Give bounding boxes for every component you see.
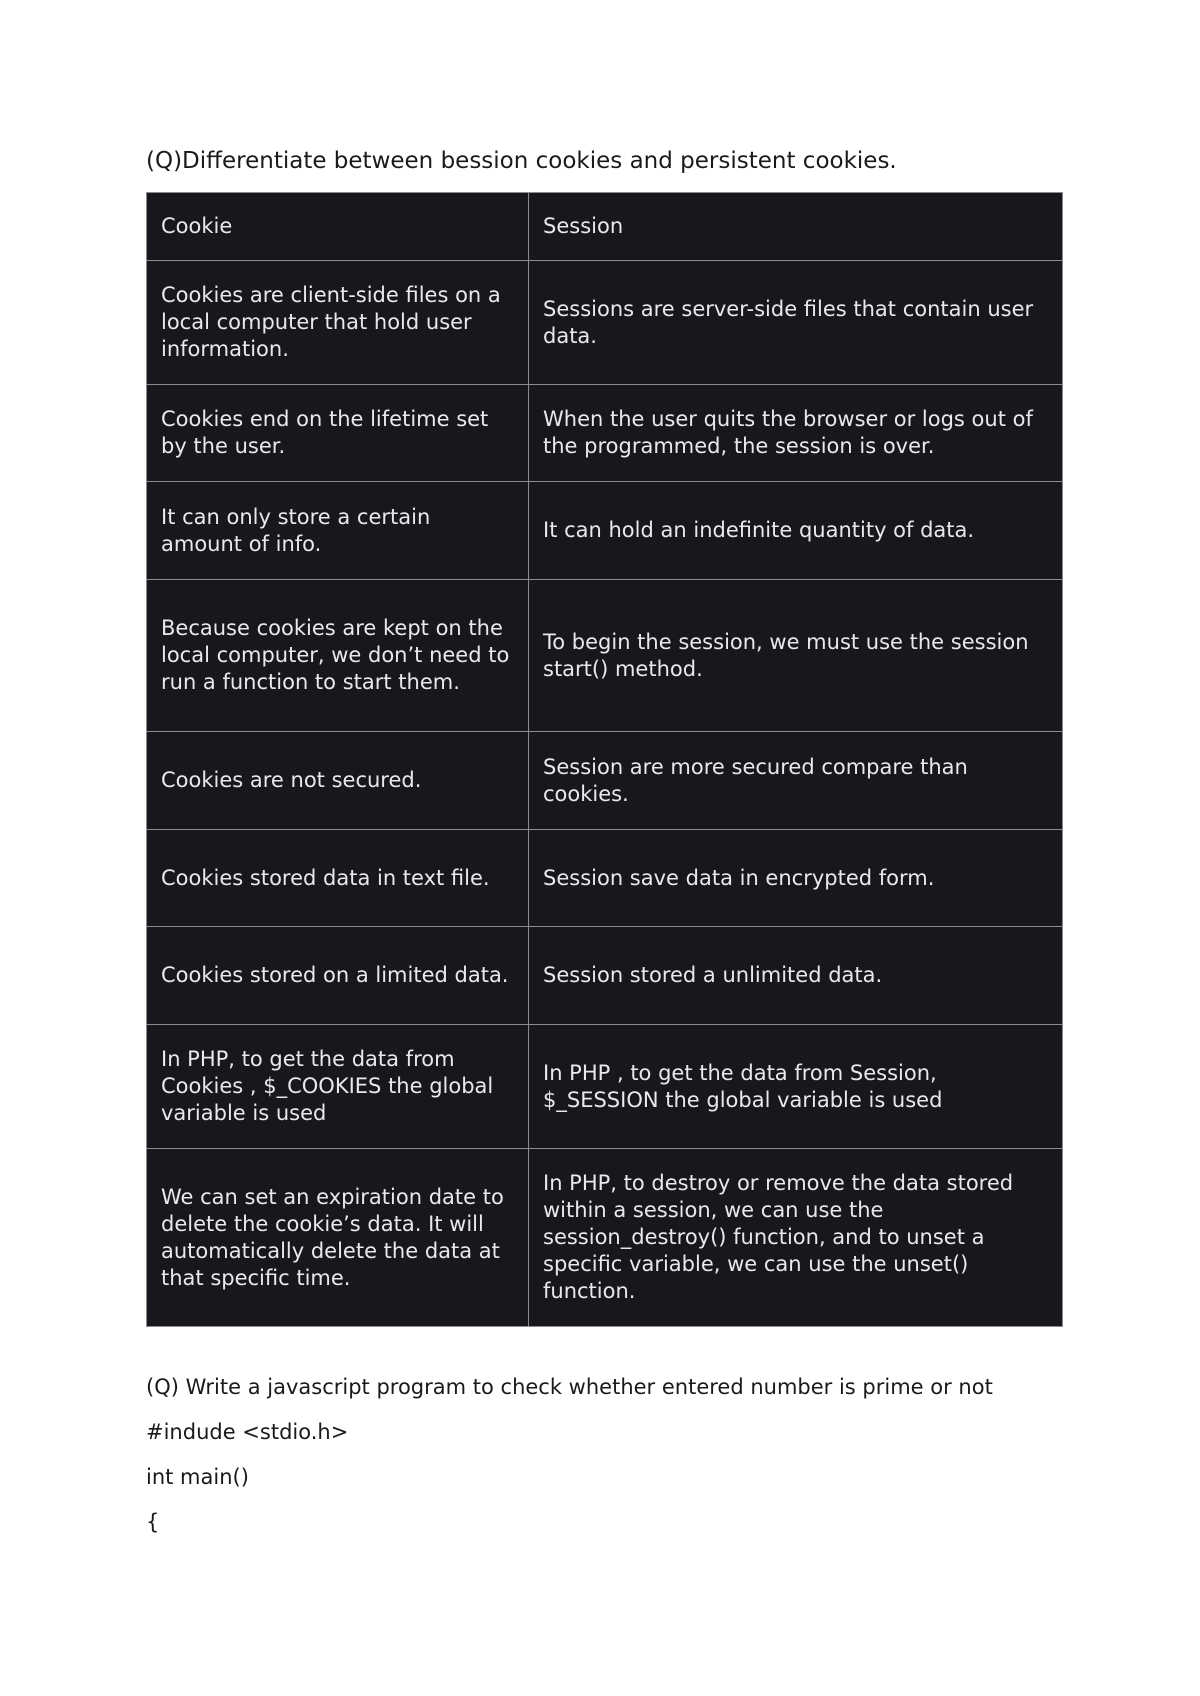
- table-row: [147, 385, 1063, 482]
- comparison-table: [146, 192, 1063, 1327]
- table-row: [147, 1025, 1063, 1149]
- table-header-row: [147, 193, 1063, 261]
- table-row: [147, 261, 1063, 385]
- cookie-cell: Cookies are client-side files on a local computer that hold user information.: [147, 261, 529, 385]
- table-row: [147, 830, 1063, 927]
- session-cell: When the user quits the browser or logs out of the programmed, the session is over.: [529, 385, 1063, 482]
- cookie-cell: Cookies end on the lifetime set by the user.: [147, 385, 529, 482]
- session-cell: Sessions are server-side files that contain user data.: [529, 261, 1063, 385]
- code-line-main: int main(): [146, 1465, 249, 1489]
- question-1-heading: (Q)Differentiate between bession cookies and persistent cookies.: [146, 148, 897, 174]
- header-cookie: Cookie: [147, 193, 529, 261]
- table-row: [147, 580, 1063, 732]
- code-line-include: #indude <stdio.h>: [146, 1420, 349, 1444]
- table-row: [147, 1149, 1063, 1327]
- session-cell: Session stored a unlimited data.: [529, 927, 1063, 1025]
- cookie-cell: Because cookies are kept on the local computer, we don’t need to run a function to start them.: [147, 580, 529, 732]
- cookie-cell: Cookies stored data in text file.: [147, 830, 529, 927]
- cookie-cell: It can only store a certain amount of info.: [147, 482, 529, 580]
- cookie-cell: In PHP, to get the data from Cookies , $_COOKIES the global variable is used: [147, 1025, 529, 1149]
- session-cell: To begin the session, we must use the session start() method.: [529, 580, 1063, 732]
- session-cell: In PHP, to destroy or remove the data stored within a session, we can use the session_destroy() function, and to unset a specific variable, we can use the unset() function.: [529, 1149, 1063, 1327]
- table-row: [147, 482, 1063, 580]
- session-cell: It can hold an indefinite quantity of data.: [529, 482, 1063, 580]
- cookie-cell: We can set an expiration date to delete the cookie’s data. It will automatically delete the data at that specific time.: [147, 1149, 529, 1327]
- session-cell: Session are more secured compare than cookies.: [529, 732, 1063, 830]
- document-page: [146, 140, 1060, 1536]
- code-line-brace: {: [146, 1510, 160, 1534]
- session-cell: In PHP , to get the data from Session, $_SESSION the global variable is used: [529, 1025, 1063, 1149]
- header-session: Session: [529, 193, 1063, 261]
- table-row: [147, 927, 1063, 1025]
- table-row: [147, 732, 1063, 830]
- cookie-cell: Cookies are not secured.: [147, 732, 529, 830]
- question-2-heading: (Q) Write a javascript program to check whether entered number is prime or not: [146, 1375, 993, 1399]
- session-cell: Session save data in encrypted form.: [529, 830, 1063, 927]
- cookie-cell: Cookies stored on a limited data.: [147, 927, 529, 1025]
